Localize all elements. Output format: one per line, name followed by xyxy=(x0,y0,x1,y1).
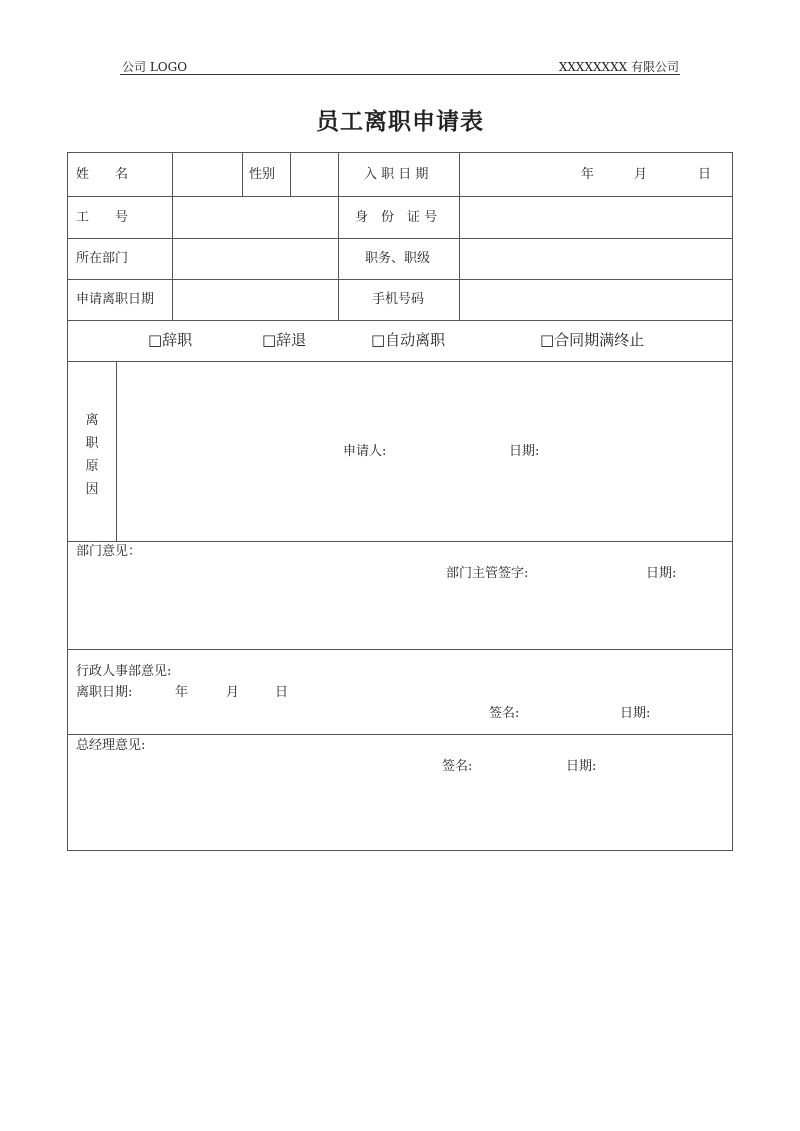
department-date-label: 日期: xyxy=(646,566,677,581)
position-field[interactable] xyxy=(461,240,731,278)
gm-opinion-label: 总经理意见: xyxy=(76,738,146,753)
resign-date-field[interactable] xyxy=(174,281,336,319)
header-divider xyxy=(120,74,680,75)
hr-leave-month: 月 xyxy=(226,685,240,700)
gender-field[interactable] xyxy=(292,155,336,195)
col-divider xyxy=(459,153,460,320)
id-card-label: 身 份 证 号 xyxy=(355,210,438,225)
supervisor-signature-label: 部门主管签字: xyxy=(446,566,529,581)
reason-date-label: 日期: xyxy=(509,444,540,459)
checkbox-contract-expiry[interactable]: □合同期满终止 xyxy=(540,331,645,349)
gm-date-label: 日期: xyxy=(566,759,597,774)
department-label: 所在部门 xyxy=(76,251,129,266)
col-divider xyxy=(172,153,173,320)
name-field[interactable] xyxy=(174,155,240,195)
reason-field[interactable] xyxy=(118,363,730,539)
row-divider xyxy=(68,196,732,197)
hr-leave-date-label: 离职日期: xyxy=(76,685,133,700)
checkbox-voluntary-leave[interactable]: □自动离职 xyxy=(371,331,446,349)
hire-date-year: 年 xyxy=(581,167,595,182)
row-divider xyxy=(68,361,732,362)
hr-date-label: 日期: xyxy=(620,706,651,721)
col-divider xyxy=(290,153,291,196)
gender-label: 性别 xyxy=(249,167,276,182)
page-title: 员工离职申请表 xyxy=(316,109,484,135)
hr-signature-label: 签名: xyxy=(489,706,520,721)
hire-date-label: 入 职 日 期 xyxy=(364,167,429,182)
row-divider xyxy=(68,541,732,542)
col-divider xyxy=(242,153,243,196)
gm-signature-label: 签名: xyxy=(442,759,473,774)
row-divider xyxy=(68,320,732,321)
id-card-field[interactable] xyxy=(461,198,731,237)
phone-field[interactable] xyxy=(461,281,731,319)
checkbox-dismissal[interactable]: □辞退 xyxy=(262,331,307,349)
col-divider xyxy=(116,361,117,541)
checkbox-resign[interactable]: □辞职 xyxy=(148,331,193,349)
position-label: 职务、职级 xyxy=(365,251,431,266)
hire-date-month: 月 xyxy=(634,167,648,182)
company-name: XXXXXXXX 有限公司 xyxy=(558,60,679,74)
hire-date-day: 日 xyxy=(698,167,712,182)
hr-opinion-label: 行政人事部意见: xyxy=(76,664,172,679)
hr-leave-year: 年 xyxy=(175,685,189,700)
name-label: 姓 名 xyxy=(76,167,129,182)
row-divider xyxy=(68,238,732,239)
row-divider xyxy=(68,734,732,735)
reason-label: 离 职 原 因 xyxy=(85,413,99,497)
row-divider xyxy=(68,649,732,650)
employee-no-label: 工 号 xyxy=(76,210,129,225)
department-field[interactable] xyxy=(174,240,336,278)
hr-leave-day: 日 xyxy=(275,685,289,700)
company-logo-label: 公司 LOGO xyxy=(122,60,188,74)
col-divider xyxy=(338,153,339,320)
department-opinion-label: 部门意见： xyxy=(76,544,142,559)
applicant-label: 申请人: xyxy=(343,444,387,459)
resign-date-label: 申请离职日期 xyxy=(76,292,155,307)
employee-no-field[interactable] xyxy=(174,198,336,237)
row-divider xyxy=(68,279,732,280)
phone-label: 手机号码 xyxy=(372,292,425,307)
resignation-form xyxy=(67,152,733,851)
